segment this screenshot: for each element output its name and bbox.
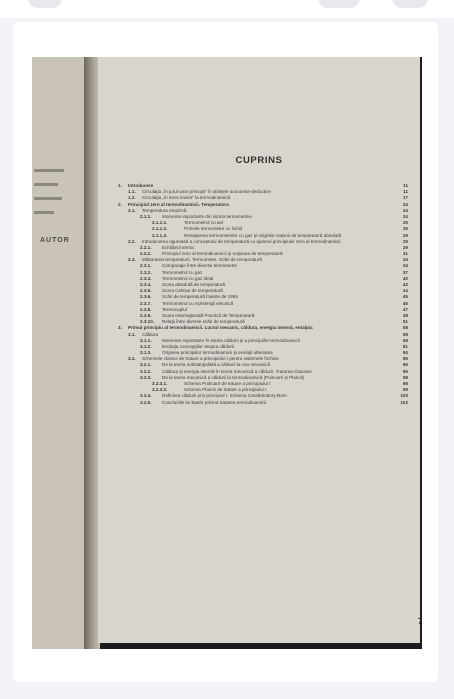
toc-entry-page: 98 bbox=[402, 381, 408, 386]
toc-entry-title: Scări de temperatură înainte de 1954 bbox=[162, 294, 238, 300]
toc-entry-number: 2.3.7. bbox=[140, 300, 152, 306]
toc-entry-number: 2.3.1. bbox=[140, 263, 152, 269]
toc-entry-number: 2.3. bbox=[128, 257, 136, 263]
toc-entry-number: 2.2. bbox=[128, 238, 136, 244]
toc-entry-page: 47 bbox=[402, 306, 408, 312]
toc-entry-title: Căldura bbox=[142, 331, 159, 337]
toc-entry-number: 3.1.1. bbox=[140, 337, 152, 343]
toc-entry-number: 2.3.3. bbox=[140, 275, 152, 281]
toc-entry-number: 1.1. bbox=[128, 189, 136, 195]
toc-entry-number: 2.3.5. bbox=[140, 288, 152, 294]
toc-entry-number: 3.2. bbox=[128, 356, 136, 362]
toc-entry-number: 3.2.3.1. bbox=[152, 381, 168, 386]
toc-entry-title: Concluziile lui Baehr privind tratarea termodinamicii bbox=[162, 399, 267, 405]
toc-entry-page: 11 bbox=[403, 183, 408, 188]
toc-entry-page: 42 bbox=[402, 282, 408, 287]
top-control-middle[interactable] bbox=[318, 0, 360, 8]
toc-entry-page: 95 bbox=[402, 362, 408, 368]
toc-entry-number: 3.2.2. bbox=[140, 368, 152, 374]
toc-entry-number: 1. bbox=[118, 183, 122, 188]
toc-entry-page: 102 bbox=[400, 399, 408, 405]
toc-entry-number: 3.1.3. bbox=[140, 350, 152, 356]
toc-entry-title: Căldura şi energia internă în teoria mecanică a căldurii. Tratarea Clausius bbox=[162, 368, 312, 374]
toc-entry-title: Măsurarea temperaturii. Termometre. Scări de temperatură bbox=[142, 257, 262, 263]
toc-entry-title: Introducerea riguroasă a conceptului de temperatură cu ajutorul principiului zero al termodinamicii bbox=[142, 238, 341, 244]
toc-entry-title: Comparaţie între diverse termometre bbox=[162, 263, 238, 269]
toc-entry-title: Introducere bbox=[128, 183, 154, 188]
toc-entry-number: 2.3.9. bbox=[140, 312, 152, 318]
toc-entry-page: 24 bbox=[402, 213, 408, 219]
toc-entry-title: Echilibrul termic bbox=[162, 244, 195, 250]
toc-entry-number: 3.2.5. bbox=[140, 399, 152, 405]
toc-entry-number: 1.2. bbox=[128, 195, 136, 201]
toc-entry-title: Momente importante în istoria căldurii şi a principiilor termodinamicii bbox=[162, 337, 300, 343]
toc-entry-page: 84 bbox=[402, 350, 408, 356]
toc-entry-title: Termometrul cu gaz ideal bbox=[162, 275, 214, 281]
toc-entry-page: 26 bbox=[402, 226, 408, 232]
toc-entry-number: 2.1. bbox=[128, 207, 136, 213]
toc-entry-title: Termometrul cu rezistenţă electrică bbox=[162, 300, 234, 306]
toc-entry-page: 29 bbox=[402, 244, 408, 250]
toc-entry-page: 37 bbox=[402, 269, 408, 275]
page-title: CUPRINS bbox=[235, 155, 283, 166]
toc-entry-title: Circulaţia „în jurul unor principii” în ştiinţele aconomie-deductive bbox=[142, 189, 271, 195]
toc-entry-page: 96 bbox=[402, 368, 408, 374]
toc-entry-number: 2.3.6. bbox=[140, 294, 152, 300]
toc-entry-page: 99 bbox=[402, 387, 408, 393]
toc-entry-page: 98 bbox=[402, 374, 408, 380]
toc-entry-number: 3. bbox=[118, 325, 122, 331]
left-page-text: AUTOR bbox=[40, 237, 70, 244]
browser-top-bar bbox=[0, 0, 454, 18]
toc-entry-title: Schemele clasice de tratare a principiului I pentru sistemele închise bbox=[142, 356, 279, 362]
toc-entry-number: 2.3.10. bbox=[140, 319, 155, 325]
toc-entry-title: Termocuplul bbox=[162, 306, 187, 312]
toc-entry-number: 3.2.3. bbox=[140, 374, 152, 380]
toc-entry-page: 46 bbox=[402, 300, 408, 306]
toc-entry-title: Evoluţia concepţiilor asupra căldurii bbox=[162, 343, 235, 349]
toc-entry-page: 58 bbox=[402, 325, 408, 331]
toc-entry-page: 29 bbox=[402, 238, 408, 244]
toc-entry-number: 2.1.1. bbox=[140, 213, 152, 219]
top-control-left[interactable] bbox=[28, 0, 62, 8]
toc-entry-title: Termometrul cu gaz bbox=[162, 269, 203, 275]
toc-entry-title: Scara Internaţională Practică de Temperatură bbox=[162, 312, 255, 318]
toc-entry-page: 58 bbox=[402, 331, 408, 337]
toc-entry-number: 3.1. bbox=[128, 331, 136, 337]
toc-entry-number: 2.3.8. bbox=[140, 306, 152, 312]
toc-entry-number: 2.3.2. bbox=[140, 269, 152, 275]
toc-entry-number: 3.1.2. bbox=[140, 343, 152, 349]
toc-entry-number: 2.1.1.1. bbox=[152, 220, 168, 226]
toc-entry-page: 48 bbox=[402, 312, 408, 318]
page-number: 7 bbox=[418, 617, 423, 626]
toc-entry-page: 24 bbox=[402, 201, 408, 207]
toc-entry-page: 34 bbox=[402, 257, 408, 263]
toc-entry-title: Schema Planck de tratare a principiului I bbox=[184, 387, 267, 393]
toc-entry-page: 95 bbox=[402, 356, 408, 362]
toc-entry-page: 40 bbox=[402, 275, 408, 281]
table-of-contents bbox=[118, 183, 408, 406]
toc-entry-title: Scara absolută de temperatură bbox=[162, 282, 226, 287]
toc-entry-title: Termometrul cu aer bbox=[184, 220, 224, 226]
toc-entry-title: Momente importante din istoria termometriei bbox=[162, 213, 252, 219]
toc-entry-title: Originea principiilor termodinamicii şi evoluţii ulterioare bbox=[162, 350, 273, 356]
toc-entry-page: 45 bbox=[402, 294, 408, 300]
toc-entry-title: Primele termometre cu lichid bbox=[184, 226, 243, 232]
toc-entry-page: 44 bbox=[402, 288, 408, 294]
toc-entry bbox=[118, 400, 408, 406]
right-page bbox=[98, 57, 423, 643]
toc-entry-title: Scara Celsius de temperatură bbox=[162, 288, 223, 294]
toc-entry-number: 2. bbox=[118, 201, 122, 207]
toc-entry-number: 2.3.4. bbox=[140, 282, 152, 287]
toc-entry-page: 51 bbox=[402, 319, 408, 325]
top-control-right[interactable] bbox=[392, 0, 428, 8]
left-page bbox=[32, 57, 88, 649]
toc-entry-page: 17 bbox=[402, 195, 408, 201]
toc-entry-number: 3.2.1. bbox=[140, 362, 152, 368]
toc-entry-title: Principiul zero al termodinamicii. Temperatura bbox=[128, 201, 229, 207]
toc-entry-title: Schema Poincaré de tratare a principiului I bbox=[184, 381, 271, 386]
toc-entry-page: 24 bbox=[402, 207, 408, 213]
toc-entry-title: De la teoria substanţialistă a căldurii la cea mecanică bbox=[162, 362, 271, 368]
toc-entry-title: Definirea căldurii prin principiul I. Schema Carathéodory-Born bbox=[162, 393, 287, 399]
toc-entry-number: 2.1.1.3. bbox=[152, 232, 168, 238]
toc-entry-page: 58 bbox=[402, 337, 408, 343]
toc-entry-page: 100 bbox=[400, 393, 408, 399]
toc-entry-page: 31 bbox=[402, 251, 408, 257]
toc-entry-number: 2.2.1. bbox=[140, 244, 152, 250]
toc-entry-page: 11 bbox=[403, 189, 408, 195]
toc-entry-title: De la teoria mecanică a căldurii la termodinamică (Poincaré şi Planck) bbox=[162, 374, 305, 380]
toc-entry-page: 29 bbox=[402, 232, 408, 238]
toc-entry-page: 25 bbox=[402, 220, 408, 226]
toc-entry-number: 2.2.2. bbox=[140, 251, 152, 257]
toc-entry-title: Primul principiu al termodinamicii. Lucrul mecanic, căldura, energia internă, entalpia bbox=[128, 325, 313, 331]
toc-entry-title: Temperatura empirică bbox=[142, 207, 187, 213]
toc-entry-number: 2.1.1.2. bbox=[152, 226, 168, 232]
toc-entry-title: Renaşterea termometrelor cu gaz şi originile noţiunii de temperatură absolută bbox=[184, 232, 342, 238]
toc-entry-page: 34 bbox=[402, 263, 408, 269]
toc-entry-page: 81 bbox=[402, 343, 408, 349]
toc-entry-number: 3.2.4. bbox=[140, 393, 152, 399]
toc-entry-number: 3.2.3.2. bbox=[152, 387, 168, 393]
toc-entry-title: Relaţii între diverse scări de temperatură bbox=[162, 319, 245, 325]
book-photo[interactable] bbox=[32, 57, 422, 649]
toc-entry-title: Principiul zero al termodinamicii şi noţiunea de temperatură bbox=[162, 251, 283, 257]
toc-entry-title: Circulaţia „în sens invers” la termodinamică bbox=[142, 195, 231, 201]
